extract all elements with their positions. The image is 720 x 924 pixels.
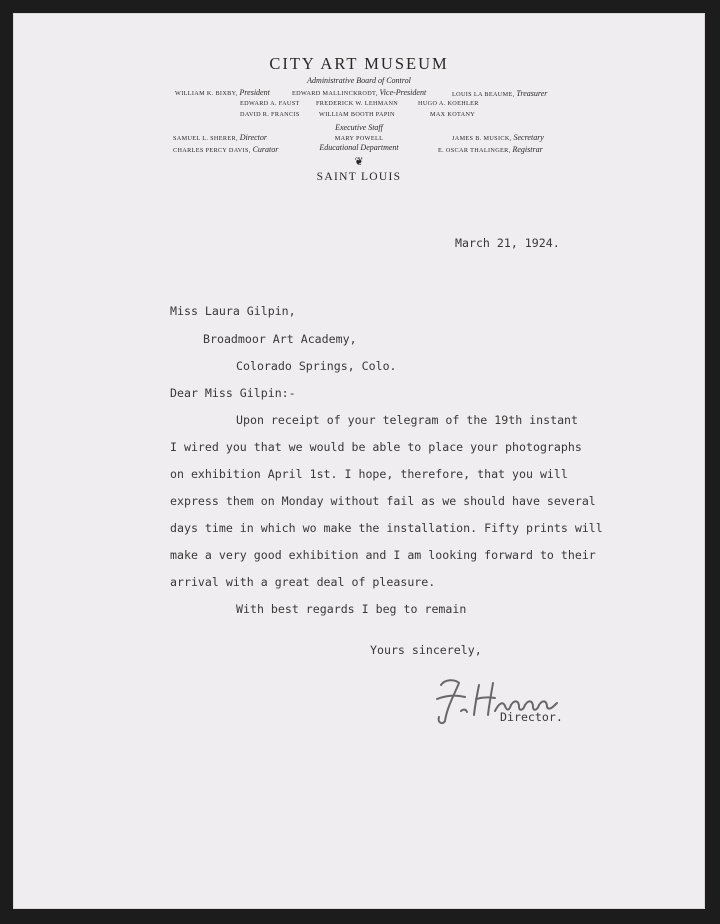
staff-powell: MARY POWELL	[334, 135, 384, 142]
body-line: Upon receipt of your telegram of the 19th instant	[236, 413, 579, 427]
body-line: I wired you that we would be able to place your photographs	[170, 440, 582, 454]
body-line: make a very good exhibition and I am looking forward to their	[170, 548, 596, 562]
board-member-francis: DAVID R. FRANCIS	[240, 111, 300, 118]
letter-sheet	[13, 13, 705, 909]
letter-date: March 21, 1924.	[455, 236, 560, 250]
staff-powell-role: Educational Department	[319, 143, 399, 152]
body-line: express them on Monday without fail as we should have several	[170, 494, 596, 508]
board-member-bixby: WILLIAM K. BIXBY, President	[175, 88, 270, 97]
closing-line: With best regards I beg to remain	[236, 602, 467, 616]
board-member-faust: EDWARD A. FAUST	[240, 100, 300, 107]
sign-off: Yours sincerely,	[370, 643, 482, 657]
board-member-labeaume: LOUIS LA BEAUME, Treasurer	[452, 89, 548, 98]
board-member-mallinckrodt: EDWARD MALLINCKRODT, Vice-President	[292, 88, 427, 97]
city-name: SAINT LOUIS	[316, 171, 402, 183]
body-line: on exhibition April 1st. I hope, therefore, that you will	[170, 467, 568, 481]
museum-title: CITY ART MUSEUM	[269, 54, 449, 73]
staff-heading: Executive Staff	[335, 123, 383, 132]
ornament-icon: ❦	[354, 156, 364, 168]
board-member-koehler: HUGO A. KOEHLER	[418, 100, 479, 107]
body-line: days time in which wo make the installation. Fifty prints will	[170, 521, 603, 535]
recipient-city: Colorado Springs, Colo.	[236, 359, 397, 373]
recipient-institution: Broadmoor Art Academy,	[203, 332, 357, 346]
staff-musick: JAMES B. MUSICK, Secretary	[452, 133, 544, 142]
staff-thalinger: E. OSCAR THALINGER, Registrar	[438, 145, 543, 154]
board-member-kotany: MAX KOTANY	[430, 111, 476, 118]
board-heading: Administrative Board of Control	[307, 76, 411, 85]
staff-davis: CHARLES PERCY DAVIS, Curator	[173, 145, 279, 154]
salutation: Dear Miss Gilpin:-	[170, 386, 296, 400]
signer-title: Director.	[500, 710, 563, 724]
board-member-papin: WILLIAM BOOTH PAPIN	[319, 111, 395, 118]
body-line: arrival with a great deal of pleasure.	[170, 575, 436, 589]
staff-sherer: SAMUEL L. SHERER, Director	[173, 133, 268, 142]
recipient-name: Miss Laura Gilpin,	[170, 304, 296, 318]
board-member-lehmann: FREDERICK W. LEHMANN	[316, 100, 399, 107]
